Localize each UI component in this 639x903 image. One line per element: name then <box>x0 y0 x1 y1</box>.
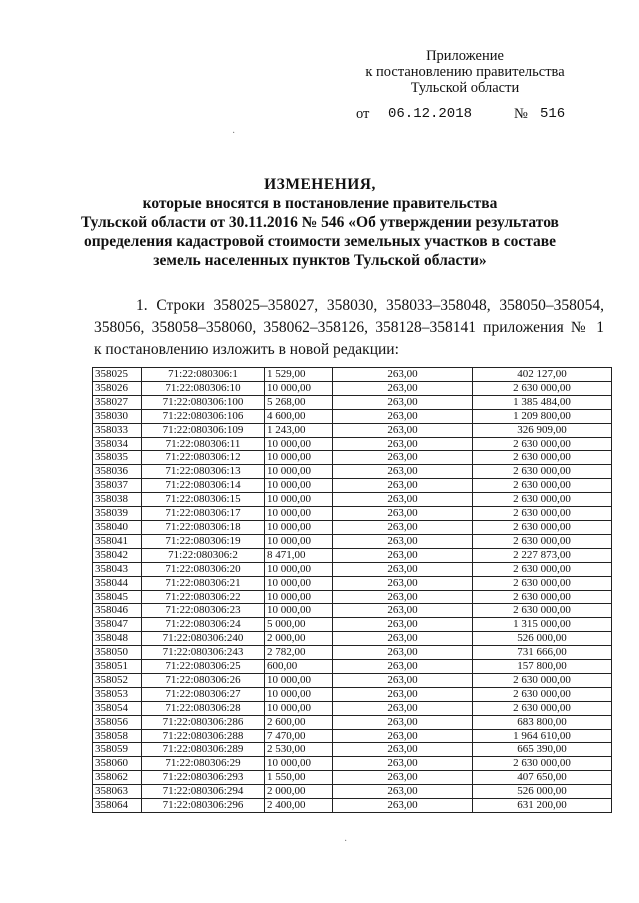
body-paragraph <box>94 295 604 361</box>
area-cell: 10 000,00 <box>265 520 333 534</box>
row-number-cell: 358059 <box>93 743 142 757</box>
table-row <box>93 771 612 785</box>
title-main: ИЗМЕНЕНИЯ, <box>264 176 376 193</box>
row-number-cell: 358038 <box>93 493 142 507</box>
row-number-cell: 358063 <box>93 785 142 799</box>
cadastral-value-cell: 1 315 000,00 <box>473 618 612 632</box>
specific-value-cell: 263,00 <box>333 520 473 534</box>
specific-value-cell: 263,00 <box>333 660 473 674</box>
row-number-cell: 358062 <box>93 771 142 785</box>
row-number-cell: 358034 <box>93 437 142 451</box>
cadastral-number-cell: 71:22:080306:29 <box>142 757 265 771</box>
cadastral-number-cell: 71:22:080306:2 <box>142 548 265 562</box>
specific-value-cell: 263,00 <box>333 493 473 507</box>
cadastral-value-cell: 683 800,00 <box>473 715 612 729</box>
row-number-cell: 358060 <box>93 757 142 771</box>
cadastral-value-cell: 2 630 000,00 <box>473 701 612 715</box>
cadastral-value-cell: 2 630 000,00 <box>473 479 612 493</box>
area-cell: 2 000,00 <box>265 632 333 646</box>
specific-value-cell: 263,00 <box>333 590 473 604</box>
specific-value-cell: 263,00 <box>333 729 473 743</box>
decree-date: 06.12.2018 <box>388 106 473 122</box>
row-number-cell: 358041 <box>93 534 142 548</box>
specific-value-cell: 263,00 <box>333 381 473 395</box>
row-number-cell: 358036 <box>93 465 142 479</box>
row-number-cell: 358054 <box>93 701 142 715</box>
specific-value-cell: 263,00 <box>333 451 473 465</box>
cadastral-value-cell: 2 630 000,00 <box>473 465 612 479</box>
row-number-cell: 358040 <box>93 520 142 534</box>
table-row <box>93 646 612 660</box>
table-row <box>93 409 612 423</box>
row-number-cell: 358042 <box>93 548 142 562</box>
area-cell: 10 000,00 <box>265 590 333 604</box>
cadastral-value-cell: 2 630 000,00 <box>473 673 612 687</box>
cadastral-number-cell: 71:22:080306:23 <box>142 604 265 618</box>
table-row <box>93 604 612 618</box>
row-number-cell: 358048 <box>93 632 142 646</box>
area-cell: 1 529,00 <box>265 368 333 382</box>
specific-value-cell: 263,00 <box>333 409 473 423</box>
cadastral-number-cell: 71:22:080306:27 <box>142 687 265 701</box>
area-cell: 10 000,00 <box>265 687 333 701</box>
cadastral-number-cell: 71:22:080306:24 <box>142 618 265 632</box>
table-row <box>93 562 612 576</box>
area-cell: 600,00 <box>265 660 333 674</box>
table-row <box>93 632 612 646</box>
cadastral-value-table <box>92 367 612 813</box>
area-cell: 1 550,00 <box>265 771 333 785</box>
cadastral-number-cell: 71:22:080306:19 <box>142 534 265 548</box>
table-row <box>93 729 612 743</box>
decree-reference <box>356 106 576 124</box>
cadastral-number-cell: 71:22:080306:20 <box>142 562 265 576</box>
cadastral-number-cell: 71:22:080306:243 <box>142 646 265 660</box>
table-row <box>93 507 612 521</box>
specific-value-cell: 263,00 <box>333 437 473 451</box>
specific-value-cell: 263,00 <box>333 632 473 646</box>
table-row <box>93 743 612 757</box>
row-number-cell: 358043 <box>93 562 142 576</box>
row-number-cell: 358058 <box>93 729 142 743</box>
area-cell: 10 000,00 <box>265 757 333 771</box>
decree-number: 516 <box>540 106 566 122</box>
cadastral-number-cell: 71:22:080306:11 <box>142 437 265 451</box>
table-row <box>93 576 612 590</box>
number-sign: № <box>514 106 528 122</box>
area-cell: 2 000,00 <box>265 785 333 799</box>
specific-value-cell: 263,00 <box>333 799 473 813</box>
cadastral-number-cell: 71:22:080306:294 <box>142 785 265 799</box>
row-number-cell: 358056 <box>93 715 142 729</box>
area-cell: 4 600,00 <box>265 409 333 423</box>
specific-value-cell: 263,00 <box>333 604 473 618</box>
cadastral-value-cell: 1 209 800,00 <box>473 409 612 423</box>
specific-value-cell: 263,00 <box>333 368 473 382</box>
cadastral-value-cell: 665 390,00 <box>473 743 612 757</box>
area-cell: 10 000,00 <box>265 673 333 687</box>
specific-value-cell: 263,00 <box>333 562 473 576</box>
cadastral-number-cell: 71:22:080306:22 <box>142 590 265 604</box>
cadastral-value-cell: 2 630 000,00 <box>473 562 612 576</box>
row-number-cell: 358045 <box>93 590 142 604</box>
cadastral-value-cell: 2 227 873,00 <box>473 548 612 562</box>
cadastral-number-cell: 71:22:080306:293 <box>142 771 265 785</box>
cadastral-value-cell: 2 630 000,00 <box>473 451 612 465</box>
table-row <box>93 687 612 701</box>
cadastral-value-cell: 157 800,00 <box>473 660 612 674</box>
cadastral-value-cell: 407 650,00 <box>473 771 612 785</box>
cadastral-value-cell: 2 630 000,00 <box>473 381 612 395</box>
cadastral-number-cell: 71:22:080306:289 <box>142 743 265 757</box>
cadastral-value-cell: 2 630 000,00 <box>473 534 612 548</box>
cadastral-value-cell: 2 630 000,00 <box>473 520 612 534</box>
paragraph-line: 1. Строки 358025–358027, 358030, 358033–358048, 358050–358054, <box>136 297 604 314</box>
cadastral-value-cell: 526 000,00 <box>473 785 612 799</box>
cadastral-value-cell: 2 630 000,00 <box>473 576 612 590</box>
specific-value-cell: 263,00 <box>333 618 473 632</box>
area-cell: 1 243,00 <box>265 423 333 437</box>
specific-value-cell: 263,00 <box>333 757 473 771</box>
area-cell: 10 000,00 <box>265 507 333 521</box>
from-label: от <box>356 106 370 122</box>
area-cell: 2 782,00 <box>265 646 333 660</box>
area-cell: 5 000,00 <box>265 618 333 632</box>
row-number-cell: 358039 <box>93 507 142 521</box>
area-cell: 7 470,00 <box>265 729 333 743</box>
area-cell: 10 000,00 <box>265 493 333 507</box>
row-number-cell: 358050 <box>93 646 142 660</box>
table-row <box>93 548 612 562</box>
cadastral-value-cell: 326 909,00 <box>473 423 612 437</box>
row-number-cell: 358033 <box>93 423 142 437</box>
cadastral-number-cell: 71:22:080306:26 <box>142 673 265 687</box>
table-row <box>93 451 612 465</box>
specific-value-cell: 263,00 <box>333 507 473 521</box>
cadastral-number-cell: 71:22:080306:18 <box>142 520 265 534</box>
table-row <box>93 785 612 799</box>
cadastral-value-cell: 2 630 000,00 <box>473 687 612 701</box>
appendix-caption <box>340 48 590 96</box>
cadastral-number-cell: 71:22:080306:12 <box>142 451 265 465</box>
table-row <box>93 437 612 451</box>
row-number-cell: 358027 <box>93 395 142 409</box>
table-row <box>93 534 612 548</box>
row-number-cell: 358064 <box>93 799 142 813</box>
specific-value-cell: 263,00 <box>333 715 473 729</box>
specific-value-cell: 263,00 <box>333 743 473 757</box>
row-number-cell: 358044 <box>93 576 142 590</box>
specific-value-cell: 263,00 <box>333 534 473 548</box>
specific-value-cell: 263,00 <box>333 548 473 562</box>
area-cell: 10 000,00 <box>265 451 333 465</box>
area-cell: 10 000,00 <box>265 701 333 715</box>
cadastral-value-cell: 731 666,00 <box>473 646 612 660</box>
cadastral-number-cell: 71:22:080306:14 <box>142 479 265 493</box>
row-number-cell: 358035 <box>93 451 142 465</box>
area-cell: 10 000,00 <box>265 465 333 479</box>
specific-value-cell: 263,00 <box>333 701 473 715</box>
cadastral-number-cell: 71:22:080306:28 <box>142 701 265 715</box>
cadastral-value-cell: 2 630 000,00 <box>473 493 612 507</box>
area-cell: 10 000,00 <box>265 534 333 548</box>
table-row <box>93 757 612 771</box>
cadastral-number-cell: 71:22:080306:286 <box>142 715 265 729</box>
cadastral-value-cell: 2 630 000,00 <box>473 507 612 521</box>
table-row <box>93 493 612 507</box>
row-number-cell: 358037 <box>93 479 142 493</box>
table-row <box>93 423 612 437</box>
area-cell: 5 268,00 <box>265 395 333 409</box>
area-cell: 10 000,00 <box>265 437 333 451</box>
area-cell: 2 400,00 <box>265 799 333 813</box>
cadastral-value-cell: 2 630 000,00 <box>473 590 612 604</box>
table-row <box>93 660 612 674</box>
document-title <box>80 175 560 270</box>
table-row <box>93 368 612 382</box>
table-row <box>93 520 612 534</box>
row-number-cell: 358025 <box>93 368 142 382</box>
cadastral-value-cell: 1 964 610,00 <box>473 729 612 743</box>
cadastral-number-cell: 71:22:080306:106 <box>142 409 265 423</box>
specific-value-cell: 263,00 <box>333 646 473 660</box>
cadastral-value-cell: 631 200,00 <box>473 799 612 813</box>
specific-value-cell: 263,00 <box>333 785 473 799</box>
cadastral-value-cell: 2 630 000,00 <box>473 757 612 771</box>
appendix-line: к постановлению правительства <box>365 64 565 80</box>
specific-value-cell: 263,00 <box>333 687 473 701</box>
title-line: Тульской области от 30.11.2016 № 546 «Об утверждении результатов <box>81 214 559 231</box>
cadastral-number-cell: 71:22:080306:296 <box>142 799 265 813</box>
table-row <box>93 799 612 813</box>
table-row <box>93 673 612 687</box>
area-cell: 2 530,00 <box>265 743 333 757</box>
table-row <box>93 395 612 409</box>
table-row <box>93 590 612 604</box>
cadastral-number-cell: 71:22:080306:10 <box>142 381 265 395</box>
table-row <box>93 479 612 493</box>
cadastral-number-cell: 71:22:080306:240 <box>142 632 265 646</box>
area-cell: 10 000,00 <box>265 576 333 590</box>
row-number-cell: 358051 <box>93 660 142 674</box>
cadastral-number-cell: 71:22:080306:17 <box>142 507 265 521</box>
row-number-cell: 358053 <box>93 687 142 701</box>
area-cell: 8 471,00 <box>265 548 333 562</box>
specific-value-cell: 263,00 <box>333 479 473 493</box>
row-number-cell: 358047 <box>93 618 142 632</box>
table-row <box>93 618 612 632</box>
specific-value-cell: 263,00 <box>333 771 473 785</box>
specific-value-cell: 263,00 <box>333 673 473 687</box>
row-number-cell: 358026 <box>93 381 142 395</box>
cadastral-number-cell: 71:22:080306:109 <box>142 423 265 437</box>
appendix-line: Приложение <box>426 48 504 64</box>
paragraph-line: к постановлению изложить в новой редакции: <box>94 341 399 358</box>
specific-value-cell: 263,00 <box>333 576 473 590</box>
table-body <box>93 368 612 813</box>
row-number-cell: 358052 <box>93 673 142 687</box>
cadastral-value-cell: 2 630 000,00 <box>473 604 612 618</box>
cadastral-number-cell: 71:22:080306:1 <box>142 368 265 382</box>
specific-value-cell: 263,00 <box>333 423 473 437</box>
table-row <box>93 381 612 395</box>
cadastral-number-cell: 71:22:080306:15 <box>142 493 265 507</box>
row-number-cell: 358030 <box>93 409 142 423</box>
cadastral-value-cell: 526 000,00 <box>473 632 612 646</box>
cadastral-number-cell: 71:22:080306:25 <box>142 660 265 674</box>
table-row <box>93 701 612 715</box>
cadastral-number-cell: 71:22:080306:21 <box>142 576 265 590</box>
cadastral-value-cell: 2 630 000,00 <box>473 437 612 451</box>
area-cell: 10 000,00 <box>265 562 333 576</box>
cadastral-number-cell: 71:22:080306:100 <box>142 395 265 409</box>
row-number-cell: 358046 <box>93 604 142 618</box>
title-line: земель населенных пунктов Тульской области» <box>153 252 487 269</box>
cadastral-number-cell: 71:22:080306:288 <box>142 729 265 743</box>
cadastral-value-cell: 402 127,00 <box>473 368 612 382</box>
scan-speck: · <box>344 836 348 847</box>
area-cell: 2 600,00 <box>265 715 333 729</box>
appendix-line: Тульской области <box>410 80 520 96</box>
table-row <box>93 715 612 729</box>
title-line: которые вносятся в постановление правительства <box>142 195 498 212</box>
cadastral-value-cell: 1 385 484,00 <box>473 395 612 409</box>
area-cell: 10 000,00 <box>265 381 333 395</box>
paragraph-line: 358056, 358058–358060, 358062–358126, 358128–358141 приложения № 1 <box>94 319 604 336</box>
specific-value-cell: 263,00 <box>333 465 473 479</box>
area-cell: 10 000,00 <box>265 604 333 618</box>
scan-speck: · <box>232 128 236 139</box>
specific-value-cell: 263,00 <box>333 395 473 409</box>
table-row <box>93 465 612 479</box>
title-line: определения кадастровой стоимости земельных участков в составе <box>83 233 557 250</box>
cadastral-number-cell: 71:22:080306:13 <box>142 465 265 479</box>
area-cell: 10 000,00 <box>265 479 333 493</box>
